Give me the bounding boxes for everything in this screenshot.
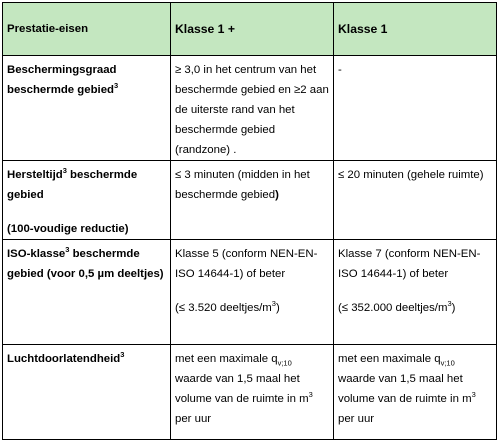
cell-text: met een maximale q	[175, 353, 278, 365]
footnote-ref: 3	[113, 81, 119, 91]
unit-exponent: 3	[271, 299, 276, 309]
label-text: Hersteltijd	[7, 169, 63, 181]
q-subscript: v;10	[440, 358, 455, 368]
row-label-iso-klasse	[3, 240, 171, 345]
header-klasse-1-plus: Klasse 1 +	[171, 3, 334, 56]
label-note: (100-voudige reductie)	[7, 223, 129, 235]
cell-klasse-1	[334, 345, 497, 440]
limit-text-end: )	[451, 302, 456, 314]
cell-text: met een maximale q	[338, 353, 441, 365]
header-klasse-1: Klasse 1	[334, 3, 497, 56]
table-row-iso-klasse	[3, 240, 497, 345]
cell-klasse-1: ≤ 20 minuten (gehele ruimte)	[334, 161, 497, 240]
cell-text-continued: waarde van 1,5 maal het volume van de ruimte in m	[175, 373, 309, 405]
cell-text: Klasse 7 (conform NEN-EN-ISO 14644-1) of beter	[338, 248, 481, 280]
limit-text-end: )	[275, 302, 280, 314]
cell-klasse-1-plus	[171, 345, 334, 440]
cell-text: ≤ 3 minuten (midden in het beschermde gebied	[175, 169, 310, 201]
q-subscript: v;10	[277, 358, 292, 368]
unit-exponent: 3	[447, 299, 452, 309]
cell-klasse-1: -	[334, 56, 497, 161]
cell-text-continued: waarde van 1,5 maal het volume van de ruimte in m	[338, 373, 472, 405]
cell-text-close: )	[275, 189, 279, 201]
particle-limit	[338, 298, 492, 318]
table-header-row	[3, 3, 497, 56]
limit-text: (≤ 352.000 deeltjes/m	[338, 302, 448, 314]
cell-text-end: per uur	[175, 413, 212, 425]
footnote-ref: 3	[120, 350, 125, 360]
table-row-luchtdoorlatendheid	[3, 345, 497, 440]
cell-klasse-1-plus	[171, 161, 334, 240]
label-text-continued: beschermde gebied	[7, 169, 138, 201]
row-label-beschermingsgraad	[3, 56, 171, 161]
particle-limit	[175, 298, 329, 318]
row-label-hersteltijd	[3, 161, 171, 240]
row-label-luchtdoorlatendheid	[3, 345, 171, 440]
cell-klasse-1-plus: ≥ 3,0 in het centrum van het beschermde gebied en ≥2 aan de uiterste rand van het beschermde gebied (randzone) .	[171, 56, 334, 161]
table-row-hersteltijd	[3, 161, 497, 240]
cell-klasse-1-plus	[171, 240, 334, 345]
unit-exponent: 3	[308, 390, 313, 400]
cell-klasse-1	[334, 240, 497, 345]
label-text-continued: beschermde gebied (voor 0,5 µm deeltjes)	[7, 248, 164, 280]
unit-exponent: 3	[471, 390, 476, 400]
cell-text-end: per uur	[338, 413, 375, 425]
limit-text: (≤ 3.520 deeltjes/m	[175, 302, 272, 314]
cell-text: Klasse 5 (conform NEN-EN-ISO 14644-1) of beter	[175, 248, 318, 280]
table-row-beschermingsgraad	[3, 56, 497, 161]
footnote-ref: 3	[65, 245, 70, 255]
label-text: ISO-klasse	[7, 248, 66, 260]
label-text: Beschermingsgraad beschermde gebied	[7, 64, 117, 96]
performance-requirements-table	[2, 2, 497, 440]
footnote-ref: 3	[62, 166, 67, 176]
header-prestatie-eisen: Prestatie-eisen	[3, 3, 171, 56]
label-text: Luchtdoorlatendheid	[7, 353, 121, 365]
